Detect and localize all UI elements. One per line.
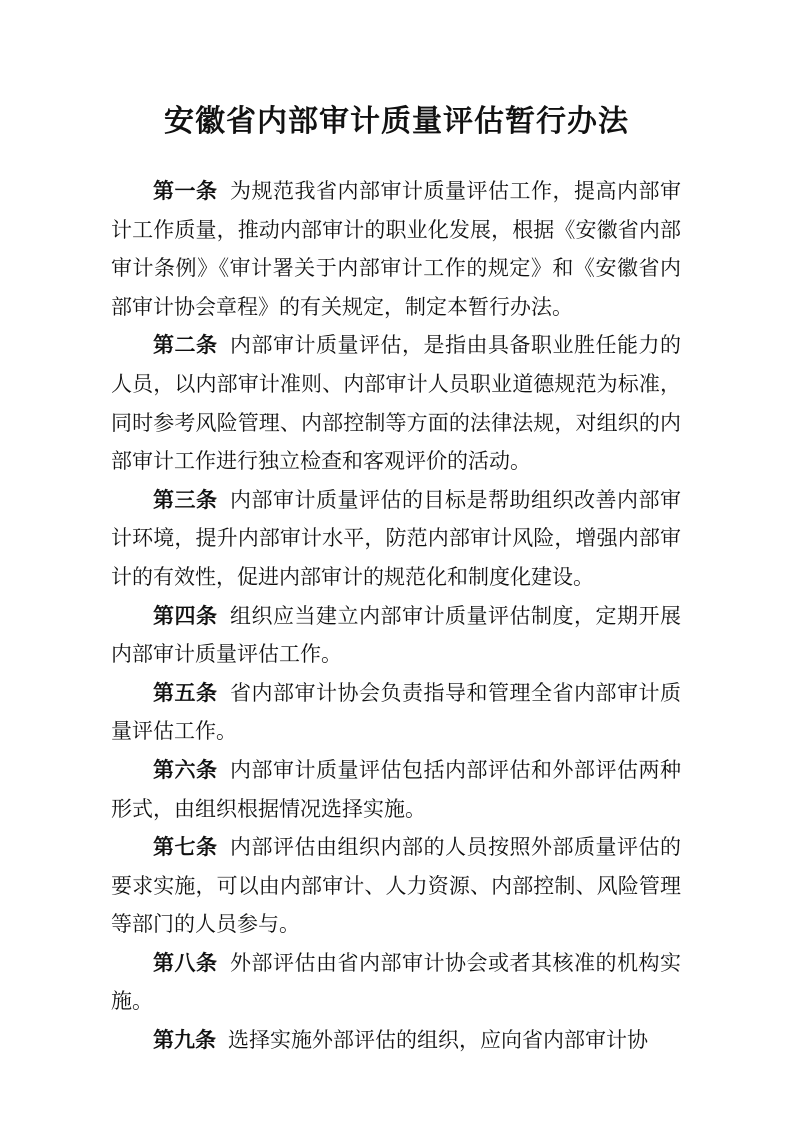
article-text: 为规范我省内部审计质量评估工作，提高内部审计工作质量，推动内部审计的职业化发展，根据《安徽省内部审计条例》《审计署关于内部审计工作的规定》和《安徽省内部审计协会章程》的有关规定，制定本暂行办法。 (111, 179, 681, 319)
article-text: 选择实施外部评估的组织，应向省内部审计协 (228, 1028, 648, 1053)
article-number: 第四条 (153, 603, 218, 628)
article-9 (111, 1021, 681, 1060)
article-7 (111, 828, 681, 944)
document-title: 安徽省内部审计质量评估暂行办法 (164, 104, 629, 139)
article-number: 第三条 (153, 487, 218, 512)
article-text: 内部审计质量评估包括内部评估和外部评估两种形式，由组织根据情况选择实施。 (111, 757, 681, 821)
article-text: 外部评估由省内部审计协会或者其核准的机构实施。 (111, 950, 681, 1014)
article-number: 第七条 (153, 835, 218, 860)
article-2 (111, 326, 681, 480)
article-text: 省内部审计协会负责指导和管理全省内部审计质量评估工作。 (111, 680, 681, 744)
article-text: 组织应当建立内部审计质量评估制度，定期开展内部审计质量评估工作。 (111, 603, 681, 667)
article-3 (111, 481, 681, 597)
article-number: 第九条 (153, 1028, 216, 1053)
article-number: 第八条 (153, 950, 218, 975)
article-number: 第五条 (153, 680, 218, 705)
article-text: 内部审计质量评估，是指由具备职业胜任能力的人员，以内部审计准则、内部审计人员职业道德规范为标准，同时参考风险管理、内部控制等方面的法律法规，对组织的内部审计工作进行独立检查和客观评价的活动。 (111, 333, 681, 474)
article-1 (111, 172, 681, 326)
article-number: 第二条 (153, 333, 218, 358)
article-4 (111, 597, 681, 674)
article-text: 内部审计质量评估的目标是帮助组织改善内部审计环境，提升内部审计水平，防范内部审计风险，增强内部审计的有效性，促进内部审计的规范化和制度化建设。 (111, 487, 681, 589)
article-number: 第一条 (153, 179, 218, 203)
article-8 (111, 944, 681, 1021)
article-6 (111, 751, 681, 828)
document-body (111, 172, 681, 1060)
article-text: 内部评估由组织内部的人员按照外部质量评估的要求实施，可以由内部审计、人力资源、内部控制、风险管理等部门的人员参与。 (111, 835, 681, 937)
article-5 (111, 674, 681, 751)
article-number: 第六条 (153, 757, 218, 782)
